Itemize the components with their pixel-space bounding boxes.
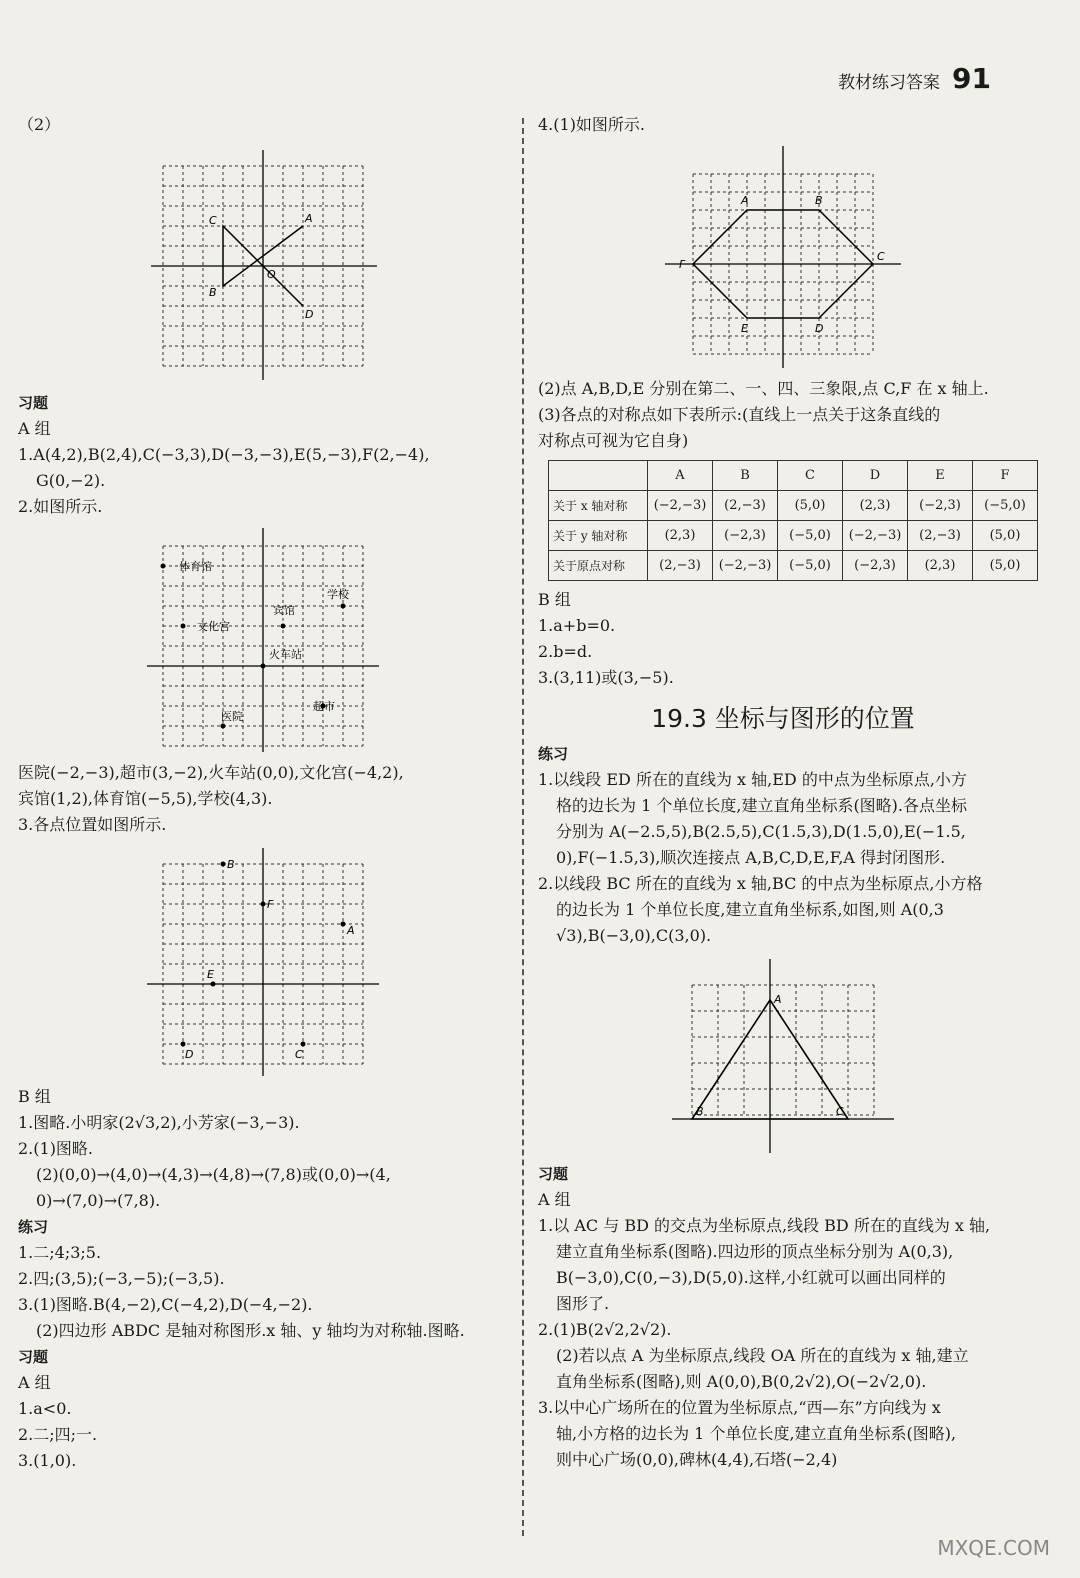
answer-line: 则中心广场(0,0),碑林(4,4),石塔(−2,4) xyxy=(556,1450,838,1469)
table-cell: (2,3) xyxy=(908,551,973,581)
answer-line: 医院(−2,−3),超市(3,−2),火车站(0,0),文化宫(−4,2), xyxy=(18,763,404,782)
answer-line: 2.(1)图略. xyxy=(18,1139,94,1158)
group-heading: A 组 xyxy=(18,419,51,438)
grid-figure-4 xyxy=(663,144,903,370)
point-label: B xyxy=(815,194,823,207)
answer-line: 3.(1)图略.B(4,−2),C(−4,2),D(−4,−2). xyxy=(18,1295,313,1314)
table-cell: (−2,3) xyxy=(713,521,778,551)
answer-line: 1.以线段 ED 所在的直线为 x 轴,ED 的中点为坐标原点,小方 xyxy=(538,770,967,789)
answer-line: 分别为 A(−2.5,5),B(2.5,5),C(1.5,3),D(1.5,0),E(−1.5, xyxy=(556,822,966,841)
answer-line: (2)四边形 ABDC 是轴对称图形.x 轴、y 轴均为对称轴.图略. xyxy=(36,1321,465,1340)
group-heading: B 组 xyxy=(538,590,571,609)
answer-line: 2.如图所示. xyxy=(18,497,103,516)
answer-line: 格的边长为 1 个单位长度,建立直角坐标系(图略).各点坐标 xyxy=(556,796,968,815)
sub-item: （2） xyxy=(18,115,61,134)
table-col-header: E xyxy=(908,461,973,491)
point-label: F xyxy=(267,898,274,911)
answer-line: 对称点可视为它自身) xyxy=(538,431,689,450)
watermark: MXQE.COM xyxy=(937,1536,1050,1560)
answer-line: (2)若以点 A 为坐标原点,线段 OA 所在的直线为 x 轴,建立 xyxy=(556,1346,969,1365)
group-heading: B 组 xyxy=(18,1087,51,1106)
left-column xyxy=(18,112,508,1474)
table-corner xyxy=(549,461,648,491)
point-label: F xyxy=(679,258,686,271)
point-label: C xyxy=(295,1048,303,1061)
table-row xyxy=(549,491,1038,521)
table-header-row xyxy=(549,461,1038,491)
section-heading: 习题 xyxy=(538,1165,569,1183)
answer-line: 1.以 AC 与 BD 的交点为坐标原点,线段 BD 所在的直线为 x 轴, xyxy=(538,1216,991,1235)
answer-line: 2.二;四;一. xyxy=(18,1425,98,1444)
answer-line: 1.a<0. xyxy=(18,1399,72,1418)
point-label: E xyxy=(741,322,748,335)
answer-line: 3.(3,11)或(3,−5). xyxy=(538,668,674,687)
table-row-header: 关于原点对称 xyxy=(549,551,648,581)
table-cell: (−2,−3) xyxy=(648,491,713,521)
answer-line: 1.图略.小明家(2√3,2),小芳家(−3,−3). xyxy=(18,1113,300,1132)
table-col-header: F xyxy=(973,461,1038,491)
grid-figure-2 xyxy=(143,526,383,754)
page-number: 91 xyxy=(952,62,991,95)
table-cell: (−2,−3) xyxy=(843,521,908,551)
answer-line: 图形了. xyxy=(556,1294,610,1313)
group-heading: A 组 xyxy=(18,1373,51,1392)
section-heading: 练习 xyxy=(18,1218,49,1236)
header-title: 教材练习答案 xyxy=(838,73,940,93)
answer-line: 1.A(4,2),B(2,4),C(−3,3),D(−3,−3),E(5,−3),F(2,−4), xyxy=(18,445,430,464)
grid-figure-1 xyxy=(143,144,383,384)
answer-line: √3),B(−3,0),C(3,0). xyxy=(556,926,712,945)
answer-line: 2.四;(3,5);(−3,−5);(−3,5). xyxy=(18,1269,225,1288)
point-label: B xyxy=(696,1105,704,1118)
place-label: 文化宫 xyxy=(197,620,230,633)
table-cell: (−5,0) xyxy=(973,491,1038,521)
section-heading: 练习 xyxy=(538,745,569,763)
point-label: C xyxy=(209,214,217,227)
table-row-header: 关于 x 轴对称 xyxy=(549,491,648,521)
table-cell: (−2,3) xyxy=(908,491,973,521)
column-divider xyxy=(522,118,524,1536)
point-label: A xyxy=(305,212,313,225)
table-cell: (−2,3) xyxy=(843,551,908,581)
answer-line: 的边长为 1 个单位长度,建立直角坐标系,如图,则 A(0,3 xyxy=(556,900,944,919)
table-cell: (5,0) xyxy=(778,491,843,521)
table-cell: (5,0) xyxy=(973,521,1038,551)
table-cell: (2,3) xyxy=(648,521,713,551)
table-cell: (−5,0) xyxy=(778,551,843,581)
answer-line: 4.(1)如图所示. xyxy=(538,115,646,134)
point-label: A xyxy=(774,993,782,1006)
answer-line: 2.以线段 BC 所在的直线为 x 轴,BC 的中点为坐标原点,小方格 xyxy=(538,874,983,893)
point-label: D xyxy=(305,308,314,321)
right-column xyxy=(538,112,1028,1473)
answer-line: 直角坐标系(图略),则 A(0,0),B(0,2√2),O(−2√2,0). xyxy=(556,1372,927,1391)
place-label: 宾馆 xyxy=(273,604,295,617)
answer-line: 建立直角坐标系(图略).四边形的顶点坐标分别为 A(0,3), xyxy=(556,1242,954,1261)
place-label: 体育馆 xyxy=(179,560,212,573)
section-title: 19.3 坐标与图形的位置 xyxy=(651,704,915,733)
point-label: B xyxy=(227,858,235,871)
point-label: D xyxy=(185,1048,194,1061)
table-cell: (2,−3) xyxy=(648,551,713,581)
section-heading: 习题 xyxy=(18,1348,49,1366)
symmetry-table xyxy=(548,460,1038,581)
table-col-header: B xyxy=(713,461,778,491)
section-heading: 习题 xyxy=(18,394,49,412)
answer-line: 3.以中心广场所在的位置为坐标原点,“西—东”方向线为 x xyxy=(538,1398,941,1417)
grid-figure-3 xyxy=(143,844,383,1078)
point-label: A xyxy=(741,194,749,207)
place-label: 超市 xyxy=(313,700,335,713)
point-label: B xyxy=(209,286,217,299)
answer-line: 2.b=d. xyxy=(538,642,593,661)
page-header xyxy=(838,62,991,102)
table-row xyxy=(549,521,1038,551)
table-cell: (2,−3) xyxy=(908,521,973,551)
point-label: C xyxy=(877,250,885,263)
answer-line: 宾馆(1,2),体育馆(−5,5),学校(4,3). xyxy=(18,789,273,808)
table-row-header: 关于 y 轴对称 xyxy=(549,521,648,551)
point-label: A xyxy=(347,924,355,937)
answer-line: (2)(0,0)→(4,0)→(4,3)→(4,8)→(7,8)或(0,0)→(4, xyxy=(36,1165,391,1184)
answer-line: 3.(1,0). xyxy=(18,1451,77,1470)
answer-line: 3.各点位置如图所示. xyxy=(18,815,167,834)
group-heading: A 组 xyxy=(538,1190,571,1209)
point-label: E xyxy=(207,968,214,981)
answer-line: 0)→(7,0)→(7,8). xyxy=(36,1191,161,1210)
table-col-header: D xyxy=(843,461,908,491)
answer-line: 1.二;4;3;5. xyxy=(18,1243,102,1262)
table-col-header: C xyxy=(778,461,843,491)
answer-line: 0),F(−1.5,3),顺次连接点 A,B,C,D,E,F,A 得封闭图形. xyxy=(556,848,946,867)
place-label: 医院 xyxy=(221,710,243,723)
table-col-header: A xyxy=(648,461,713,491)
origin-label: O xyxy=(267,268,276,281)
answer-line: G(0,−2). xyxy=(36,471,106,490)
answer-line: 2.(1)B(2√2,2√2). xyxy=(538,1320,672,1339)
answer-line: 1.a+b=0. xyxy=(538,616,616,635)
point-label: C xyxy=(836,1105,844,1118)
triangle-figure xyxy=(668,955,898,1155)
answer-line: B(−3,0),C(0,−3),D(5,0).这样,小红就可以画出同样的 xyxy=(556,1268,946,1287)
table-cell: (−5,0) xyxy=(778,521,843,551)
place-label: 学校 xyxy=(327,588,349,601)
table-cell: (5,0) xyxy=(973,551,1038,581)
table-cell: (2,3) xyxy=(843,491,908,521)
answer-line: (2)点 A,B,D,E 分别在第二、一、四、三象限,点 C,F 在 x 轴上. xyxy=(538,379,989,398)
place-label: 火车站 xyxy=(269,648,302,661)
table-cell: (−2,−3) xyxy=(713,551,778,581)
point-label: D xyxy=(815,322,824,335)
answer-line: 轴,小方格的边长为 1 个单位长度,建立直角坐标系(图略), xyxy=(556,1424,957,1443)
table-row xyxy=(549,551,1038,581)
table-cell: (2,−3) xyxy=(713,491,778,521)
answer-line: (3)各点的对称点如下表所示:(直线上一点关于这条直线的 xyxy=(538,405,941,424)
